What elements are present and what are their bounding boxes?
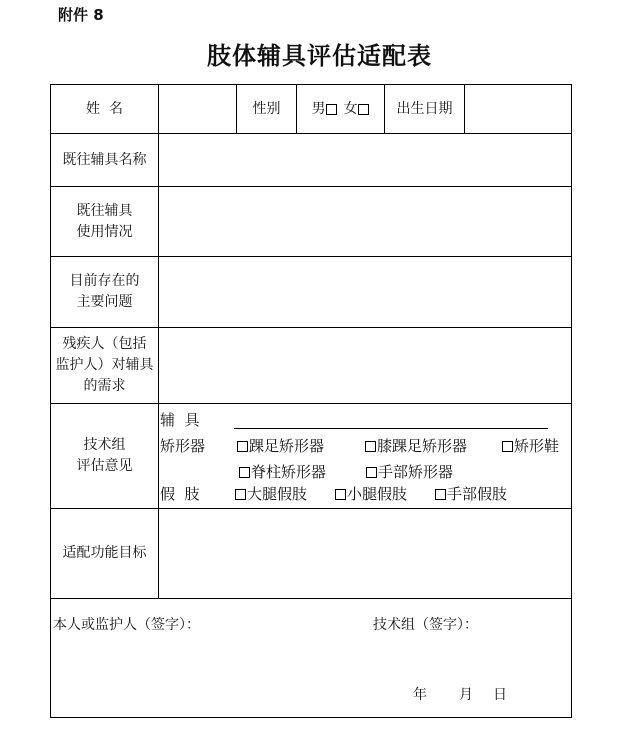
tech-opinion-text: 技术组 评估意见 [76,437,133,474]
name-field[interactable] [159,85,236,133]
checkbox-icon[interactable] [365,441,376,452]
needs-text: 残疾人（包括 监护人）对辅具 的需求 [55,336,154,394]
option-label: 手部假肢 [447,485,508,503]
prosthesis-label: 假 肢 [160,485,200,503]
tech-signature-label: 技术组（签字）： [373,617,478,633]
gender-label [237,85,296,133]
birth-date-field[interactable] [465,85,571,133]
date-year: 年 [413,687,427,703]
fitting-goal-field[interactable] [159,509,571,598]
prev-device-usage-text: 既往辅具 使用情况 [76,202,133,240]
birth-date-label [385,85,464,133]
option-label: 手部矫形器 [378,463,454,481]
gender-label-text: 性别 [252,100,281,117]
current-problems-field[interactable] [159,257,571,327]
option-spinal-orthosis[interactable] [239,463,326,481]
checkbox-icon[interactable] [502,441,513,452]
option-label: 脊柱矫形器 [251,463,327,481]
option-knee-ankle-foot-orthosis[interactable] [365,437,467,455]
current-problems-text: 目前存在的 主要问题 [69,273,140,310]
row-divider [51,598,571,599]
orthosis-label: 矫形器 [160,437,206,455]
option-orthopedic-shoe[interactable] [502,437,559,455]
option-label: 矫形鞋 [514,437,560,455]
checkbox-icon[interactable] [237,441,248,452]
option-label: 膝踝足矫形器 [377,437,468,455]
date-day: 日 [493,687,507,703]
name-label [51,85,158,133]
option-label: 踝足矫形器 [249,437,325,455]
gender-options [297,85,384,133]
option-label: 小腿假肢 [347,485,408,503]
prev-device-name-text: 既往辅具名称 [62,151,147,168]
fitting-goal-label [51,509,158,598]
checkbox-icon[interactable] [435,489,446,500]
assessment-form-table [50,84,572,718]
needs-field[interactable] [159,328,571,403]
prev-device-usage-field[interactable] [159,187,571,256]
gender-female-checkbox[interactable] [358,104,369,115]
birth-date-label-text: 出生日期 [396,100,453,117]
prev-device-usage-label [51,187,158,256]
gender-male-checkbox[interactable] [326,104,337,115]
name-label-text: 姓 名 [86,100,123,117]
current-problems-label [51,257,158,327]
option-hand-prosthesis[interactable] [435,485,507,503]
option-thigh-prosthesis[interactable] [235,485,307,503]
device-label: 辅 具 [160,411,200,429]
device-underline[interactable] [234,428,548,429]
checkbox-icon[interactable] [239,467,250,478]
gender-female-label: 女 [343,100,358,117]
prev-device-name-label [51,134,158,186]
fitting-goal-text: 适配功能目标 [62,545,147,561]
checkbox-icon[interactable] [366,467,377,478]
needs-label [51,328,158,403]
checkbox-icon[interactable] [335,489,346,500]
option-label: 大腿假肢 [247,485,308,503]
option-ankle-foot-orthosis[interactable] [237,437,324,455]
option-lower-leg-prosthesis[interactable] [335,485,407,503]
checkbox-icon[interactable] [235,489,246,500]
gender-male-label: 男 [311,100,326,117]
annex-label: 附件 8 [58,6,104,24]
tech-opinion-label [51,404,158,508]
prev-device-name-field[interactable] [159,134,571,186]
option-hand-orthosis[interactable] [366,463,453,481]
date-month: 月 [459,687,473,703]
self-signature-label: 本人或监护人（签字）： [53,617,200,633]
form-title: 肢体辅具评估适配表 [207,41,432,70]
